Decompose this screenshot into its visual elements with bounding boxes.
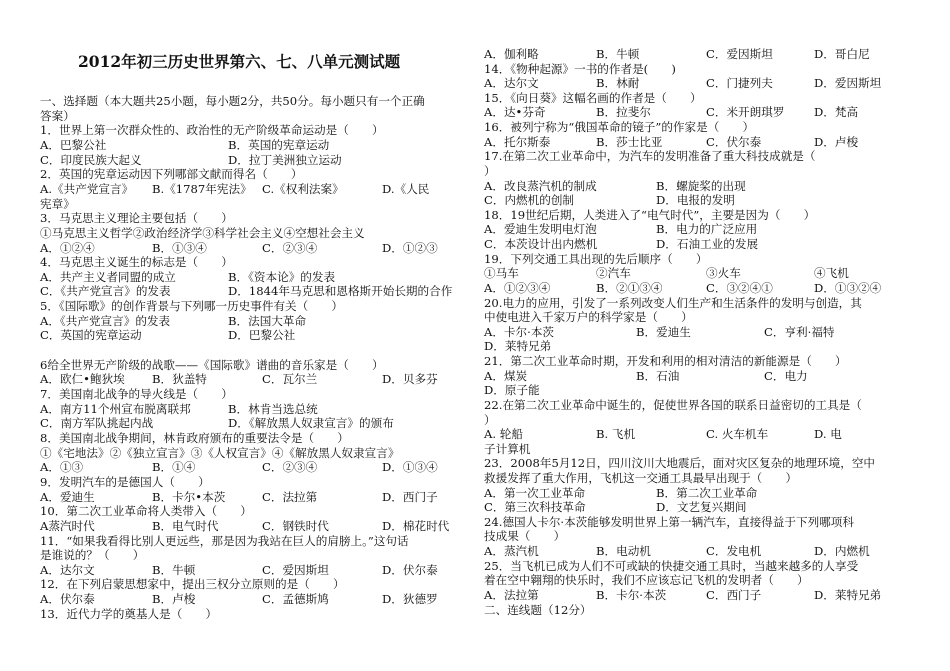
option-text: A．共产主义者同盟的成立 xyxy=(40,269,176,284)
option-text: B．电动机 xyxy=(596,544,651,559)
option-text: D.《人民 xyxy=(382,181,430,196)
option-text: A．达•芬奇 xyxy=(484,105,546,120)
option-text: C．伏尔泰 xyxy=(706,134,762,149)
line-text: 15．《向日葵》这幅名画的作者是（ ） xyxy=(484,90,702,105)
option-text: C．瓦尔兰 xyxy=(262,372,318,387)
text-line xyxy=(484,456,875,470)
option-text: C．发电机 xyxy=(706,544,762,559)
line-text: 7．美国南北战争的导火线是（ ） xyxy=(40,387,233,401)
text-line xyxy=(484,310,693,324)
option-text: ②汽车 xyxy=(596,266,631,281)
text-line xyxy=(40,226,365,240)
option-text: B．卢梭 xyxy=(152,592,196,607)
option-text: B．卡尔·本茨 xyxy=(596,587,667,602)
option-text: A．爱迪生 xyxy=(40,489,95,504)
option-text: D．①③②④ xyxy=(814,280,882,295)
option-text: ③火车 xyxy=(706,266,741,281)
option-text: A．卡尔·本茨 xyxy=(484,324,555,339)
option-text: A．伏尔泰 xyxy=(40,592,95,607)
option-text: C．《共产党宣言》的发表 xyxy=(40,284,171,299)
text-line xyxy=(40,255,233,269)
text-line xyxy=(484,413,496,427)
text-line xyxy=(40,299,343,313)
option-text: B．螺旋桨的出现 xyxy=(656,178,746,193)
line-text: 技成果（ ） xyxy=(484,529,566,544)
option-text: D．文艺复兴期间 xyxy=(656,500,747,515)
line-text: D．原子能 xyxy=(484,383,540,398)
option-text: B．卡尔•本茨 xyxy=(152,489,226,504)
option-text: C．南方军队挑起内战 xyxy=(40,416,154,431)
text-line xyxy=(484,603,592,617)
line-text: 19．下列交通工具出现的先后顺序（ ） xyxy=(484,251,708,266)
option-text: A．达尔文 xyxy=(40,562,95,577)
option-text: C．电力 xyxy=(764,368,808,383)
option-text: A．第一次工业革命 xyxy=(484,485,586,500)
option-text: B．牛顿 xyxy=(152,562,196,577)
text-line xyxy=(40,167,302,181)
text-line xyxy=(484,383,540,397)
option-text: B．牛顿 xyxy=(596,47,640,61)
option-text: B．①③④ xyxy=(152,240,207,255)
option-text: C．爱因斯坦 xyxy=(262,562,329,577)
option-text: A．南方11个州宣布脱离联邦 xyxy=(40,401,191,416)
option-text: D．狄德罗 xyxy=(382,592,438,607)
option-text: B．狄盖特 xyxy=(152,372,207,387)
text-line xyxy=(40,94,425,108)
line-text: D．莱特兄弟 xyxy=(484,339,552,354)
text-line xyxy=(484,442,530,456)
line-text: 14．《物种起源》一书的作者是( ) xyxy=(484,61,676,76)
page-title: 2012年初三历史世界第六、七、八单元测试题 xyxy=(78,52,401,71)
option-text: A．①②③④ xyxy=(484,280,551,295)
line-text: 救援发挥了重大作用，飞机这一交通工具最早出现于（ ） xyxy=(484,470,798,485)
option-text: D．莱特兄弟 xyxy=(814,587,882,602)
option-text: B．《资本论》的发表 xyxy=(228,269,336,284)
text-line xyxy=(40,123,384,137)
option-text: B．第二次工业革命 xyxy=(656,485,758,500)
text-line xyxy=(40,607,217,621)
text-line xyxy=(40,197,75,211)
option-text: C．米开朗琪罗 xyxy=(706,105,785,120)
text-line xyxy=(40,387,233,401)
option-text: B．①④ xyxy=(152,460,196,475)
text-line xyxy=(40,431,349,445)
option-text: B．爱迪生 xyxy=(636,324,691,339)
line-text: 16．被列宁称为“俄国革命的镜子”的作家是（ ） xyxy=(484,120,755,135)
option-text: D．内燃机 xyxy=(814,544,870,559)
option-text: A．①②④ xyxy=(40,240,95,255)
option-text: A．达尔文 xyxy=(484,76,539,91)
option-text: B．莎士比亚 xyxy=(596,134,663,149)
option-text: D．《解放黑人奴隶宣言》的颁布 xyxy=(228,416,394,431)
line-text: 子计算机 xyxy=(484,441,531,456)
line-text: 20.电力的应用，引发了一系列改变人们生产和生活条件的发明与创造，其 xyxy=(484,295,862,310)
option-text: D．巴黎公社 xyxy=(228,328,296,343)
option-text: C. 火车机车 xyxy=(706,427,769,442)
line-text: 17.在第二次工业革命中，为汽车的发明准备了重大科技成就是（ xyxy=(484,149,816,164)
option-text: B．英国的宪章运动 xyxy=(228,137,330,152)
option-text: B．②①③④ xyxy=(596,280,663,295)
text-line xyxy=(484,529,565,543)
option-text: D．①③④ xyxy=(382,460,438,475)
option-text: A．爱迪生发明电灯泡 xyxy=(484,222,597,237)
option-text: A．改良蒸汽机的制成 xyxy=(484,178,597,193)
text-line xyxy=(484,398,862,412)
line-text: 18．19世纪后期，人类进入了“电气时代”，主要是因为（ ） xyxy=(484,207,816,222)
text-line xyxy=(484,296,862,310)
option-text: C．法拉第 xyxy=(262,489,318,504)
option-text: A．巴黎公社 xyxy=(40,137,107,152)
option-text: D．①②③ xyxy=(382,240,438,255)
line-text: 9．发明汽车的是德国人（ ） xyxy=(40,474,210,489)
option-text: D．拉丁美洲独立运动 xyxy=(228,152,342,167)
option-text: A.《共产党宣言》 xyxy=(40,181,134,196)
text-line xyxy=(40,475,210,489)
text-line xyxy=(484,471,797,485)
option-text: C．②③④ xyxy=(262,240,318,255)
option-text: D．卢梭 xyxy=(814,134,859,149)
line-text: ①《宅地法》②《独立宣言》③《人权宣言》④《解放黑人奴隶宣言》 xyxy=(40,445,400,460)
option-text: D．梵高 xyxy=(814,105,859,120)
text-line xyxy=(40,109,75,123)
option-text: C．孟德斯鸠 xyxy=(262,592,329,607)
option-text: ④飞机 xyxy=(814,266,849,281)
text-line xyxy=(484,208,815,222)
line-text: 1．世界上第一次群众性的、政治性的无产阶级革命运动是（ ） xyxy=(40,123,384,138)
option-text: ①马车 xyxy=(484,266,519,281)
line-text: 着在空中翱翔的快乐时，我们不应该忘记飞机的发明者（ ） xyxy=(484,573,809,588)
line-text: 12．在下列启蒙思想家中，提出三权分立原则的是（ ） xyxy=(40,577,345,592)
option-text: C．印度民族大起义 xyxy=(40,152,142,167)
option-text: D．伏尔泰 xyxy=(382,562,438,577)
line-text: 2．英国的宪章运动因下列哪部文献而得名（ ） xyxy=(40,167,303,182)
line-text: 二、连线题（12分） xyxy=(484,602,592,617)
option-text: C．③②④① xyxy=(706,280,773,295)
text-line xyxy=(40,446,399,460)
option-text: A．伽利略 xyxy=(484,47,539,61)
option-text: A．蒸汽机 xyxy=(484,544,539,559)
line-text: 11．“如果我看得比别人更远些，那是因为我站在巨人的肩膀上。”这句话 xyxy=(40,533,409,548)
option-text: D. 电 xyxy=(814,427,842,442)
text-line xyxy=(484,354,847,368)
line-text: 8．美国南北战争期间，林肯政府颁布的重要法令是（ ） xyxy=(40,430,349,445)
option-text: C．门捷列夫 xyxy=(706,76,773,91)
text-line xyxy=(40,504,252,518)
option-text: D．西门子 xyxy=(382,489,438,504)
option-text: B．拉斐尔 xyxy=(596,105,651,120)
text-line xyxy=(484,149,815,163)
line-text: 25．当飞机已成为人们不可或缺的快捷交通工具时，当越来越多的人享受 xyxy=(484,558,859,573)
option-text: C．英国的宪章运动 xyxy=(40,328,142,343)
line-text: 3．马克思主义理论主要包括（ ） xyxy=(40,211,233,226)
line-text: 一、选择题（本大题共25小题，每小题2分，共50分。每小题只有一个正确 xyxy=(40,94,425,108)
line-text: 10．第二次工业革命将人类带入（ ） xyxy=(40,504,252,519)
option-text: A．①③ xyxy=(40,460,84,475)
option-text: B．林耐 xyxy=(596,76,640,91)
text-line xyxy=(484,62,676,76)
option-text: B.《1787年宪法》 xyxy=(152,181,252,196)
option-text: B．林肯当选总统 xyxy=(228,401,318,416)
option-text: A．法拉第 xyxy=(484,587,539,602)
option-text: C．第三次科技革命 xyxy=(484,500,586,515)
text-line xyxy=(40,577,345,591)
line-text: 4．马克思主义诞生的标志是（ ） xyxy=(40,255,233,270)
option-text: A．欧仁•鲍狄埃 xyxy=(40,372,125,387)
text-line xyxy=(484,339,551,353)
option-text: C．本茨设计出内燃机 xyxy=(484,237,598,252)
line-text: ） xyxy=(484,412,496,427)
line-text: 22.在第二次工业革命中诞生的，促使世界各国的联系日益密切的工具是（ xyxy=(484,397,862,412)
option-text: B．石油 xyxy=(636,368,680,383)
line-text: ①马克思主义哲学②政治经济学③科学社会主义④空想社会主义 xyxy=(40,225,365,240)
option-text: A蒸汽时代 xyxy=(40,518,95,533)
text-line xyxy=(484,573,809,587)
text-line xyxy=(40,211,233,225)
option-text: C.《权利法案》 xyxy=(262,181,344,196)
option-text: C．西门子 xyxy=(706,587,762,602)
text-line xyxy=(40,358,384,372)
option-text: A．《共产党宣言》的发表 xyxy=(40,313,171,328)
line-text: 中使电进入千家万户的科学家是（ ） xyxy=(484,310,693,325)
option-text: D．贝多芬 xyxy=(382,372,438,387)
text-line xyxy=(484,164,496,178)
option-text: B．电气时代 xyxy=(152,518,219,533)
line-text: 是谁说的？（ ） xyxy=(40,548,145,563)
option-text: C．②③④ xyxy=(262,460,318,475)
line-text: 23．2008年5月12日，四川汶川大地震后，面对灾区复杂的地理环境，空中 xyxy=(484,456,876,471)
option-text: A. 轮船 xyxy=(484,427,523,442)
line-text: 宪章》 xyxy=(40,196,75,211)
option-text: C．钢铁时代 xyxy=(262,518,329,533)
option-text: A．托尔斯泰 xyxy=(484,134,551,149)
text-line xyxy=(484,559,858,573)
text-line xyxy=(484,252,707,266)
line-text: 13．近代力学的奠基人是（ ） xyxy=(40,606,218,621)
option-text: A．煤炭 xyxy=(484,368,528,383)
option-text: C．爱因斯坦 xyxy=(706,47,773,61)
option-text: D．电报的发明 xyxy=(656,193,735,208)
line-text: ） xyxy=(484,163,496,178)
text-line xyxy=(484,120,754,134)
text-line xyxy=(484,91,702,105)
line-text: 21．第二次工业革命时期，开发和利用的相对清洁的新能源是（ ） xyxy=(484,354,847,369)
option-text: C．内燃机的创制 xyxy=(484,193,575,208)
text-line xyxy=(40,548,144,562)
option-text: C．亨利·福特 xyxy=(764,324,835,339)
option-text: D．1844年马克思和恩格斯开始长期的合作 xyxy=(228,284,453,299)
option-text: B．电力的广泛应用 xyxy=(656,222,758,237)
option-text: B. 飞机 xyxy=(596,427,636,442)
line-text: 6给全世界无产阶级的战歌——《国际歌》谱曲的音乐家是（ ） xyxy=(40,357,384,372)
text-line xyxy=(40,534,409,548)
line-text: 答案） xyxy=(40,108,75,123)
text-line xyxy=(484,515,854,529)
option-text: B．法国大革命 xyxy=(228,313,307,328)
line-text: 5．《国际歌》的创作背景与下列哪一历史事件有关（ ） xyxy=(40,299,344,314)
option-text: D．爱因斯坦 xyxy=(814,76,882,91)
option-text: D．石油工业的发展 xyxy=(656,237,759,252)
option-text: D．棉花时代 xyxy=(382,518,450,533)
option-text: D．哥白尼 xyxy=(814,47,870,61)
line-text: 24.德国人卡尔·本茨能够发明世界上第一辆汽车，直接得益于下列哪项科 xyxy=(484,514,854,529)
